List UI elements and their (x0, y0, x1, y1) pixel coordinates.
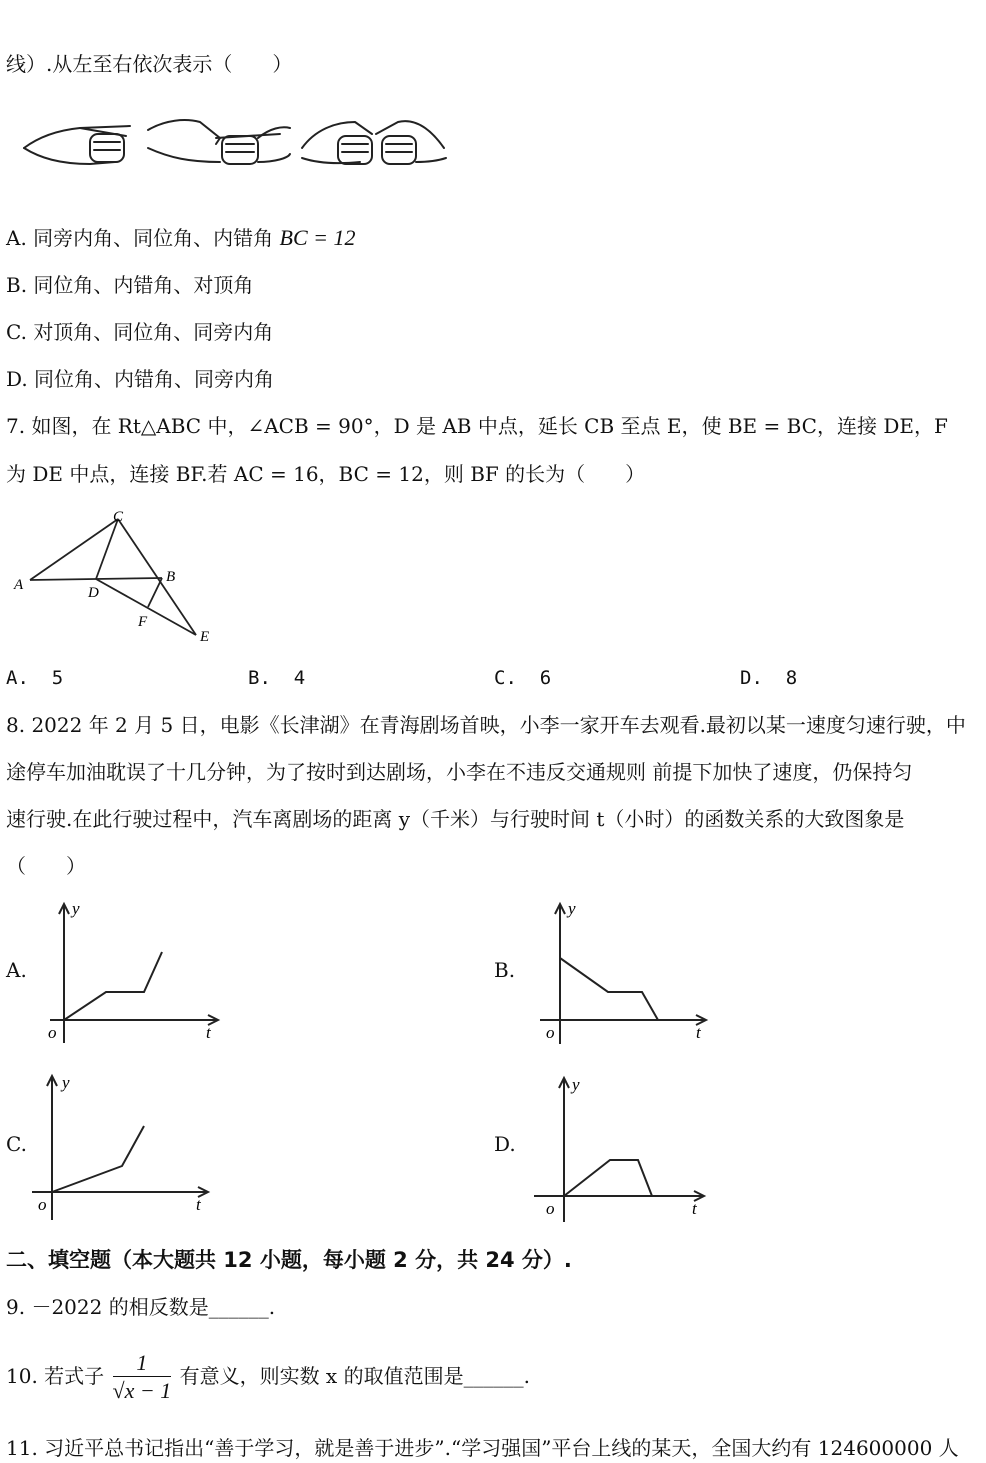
svg-text:y: y (72, 899, 80, 918)
svg-text:o: o (546, 1199, 555, 1218)
q7-option-b[interactable]: B. 4 (248, 667, 306, 689)
figure-label-c: C (113, 509, 124, 525)
svg-text:y: y (62, 1073, 70, 1092)
hand-gesture-figure (20, 108, 450, 176)
figure-label-f: F (138, 614, 148, 630)
figure-label-a: A (14, 577, 24, 593)
q8-option-d-label[interactable]: D. (494, 1132, 516, 1156)
svg-text:o: o (546, 1023, 555, 1042)
triangle-figure (10, 505, 220, 650)
q10-stem: 10. 若式子 $\frac{1}{√x - 1}$ 有意义，则实数 x 的取值范围是______. (6, 1350, 530, 1403)
figure-label-d: D (88, 585, 99, 601)
svg-text:t: t (692, 1199, 697, 1218)
q7-option-c[interactable]: C. 6 (494, 667, 552, 689)
q8-stem-line2: 途停车加油耽误了十几分钟，为了按时到达剧场，小李在不违反交通规则 前提下加快了速度，仍保持匀 (6, 760, 913, 784)
svg-text:o: o (48, 1023, 57, 1042)
q6-option-b[interactable]: B. 同位角、内错角、对顶角 (6, 273, 254, 297)
q11-stem: 11. 习近平总书记指出“善于学习，就是善于进步”.“学习强国”平台上线的某天，全国大约有 124600000 人 (6, 1436, 959, 1460)
q6-option-d[interactable]: D. 同位角、内错角、同旁内角 (6, 367, 275, 391)
q8-graph-d[interactable] (532, 1072, 712, 1222)
svg-text:t: t (206, 1023, 211, 1042)
q8-graph-c[interactable] (30, 1070, 220, 1220)
svg-text:t: t (196, 1195, 201, 1214)
svg-text:t: t (696, 1023, 701, 1042)
figure-label-e: E (200, 629, 210, 645)
q6-option-a[interactable]: A. 同旁内角、同位角、内错角 BC = 12 (6, 225, 356, 250)
section-heading: 二、填空题（本大题共 12 小题，每小题 2 分，共 24 分）. (6, 1248, 572, 1272)
q7-stem-line2: 为 DE 中点，连接 BF.若 AC = 16，BC = 12，则 BF 的长为（ ） (6, 462, 646, 486)
q8-option-a-label[interactable]: A. (6, 958, 27, 982)
q8-stem-line4: （ ） (6, 854, 86, 878)
q7-option-d[interactable]: D. 8 (740, 667, 798, 689)
q8-stem-line3: 速行驶.在此行驶过程中，汽车离剧场的距离 y（千米）与行驶时间 t（小时）的函数关系的大致图象是 (6, 807, 905, 831)
q6-option-c[interactable]: C. 对顶角、同位角、同旁内角 (6, 320, 274, 344)
q8-stem-line1: 8. 2022 年 2 月 5 日，电影《长津湖》在青海剧场首映，小李一家开车去观看.最初以某一速度匀速行驶，中 (6, 713, 966, 737)
figure-label-b: B (166, 569, 176, 585)
q9-stem: 9. －2022 的相反数是______. (6, 1295, 276, 1319)
fraction: $\frac{1}{√x - 1}$ (112, 1350, 172, 1403)
svg-text:o: o (38, 1195, 47, 1214)
q8-option-c-label[interactable]: C. (6, 1132, 27, 1156)
q7-option-a[interactable]: A. 5 (6, 667, 64, 689)
q8-option-b-label[interactable]: B. (494, 958, 516, 982)
svg-text:y: y (568, 899, 576, 918)
q8-graph-b[interactable] (536, 898, 716, 1048)
q8-graph-a[interactable] (40, 898, 230, 1048)
q7-stem-line1: 7. 如图，在 Rt△ABC 中，∠ACB = 90°，D 是 AB 中点，延长 CB 至点 E，使 BE = BC，连接 DE，F (6, 414, 948, 438)
q6-stem-tail: 线）.从左至右依次表示（ ） (6, 52, 293, 76)
svg-text:y: y (572, 1075, 580, 1094)
